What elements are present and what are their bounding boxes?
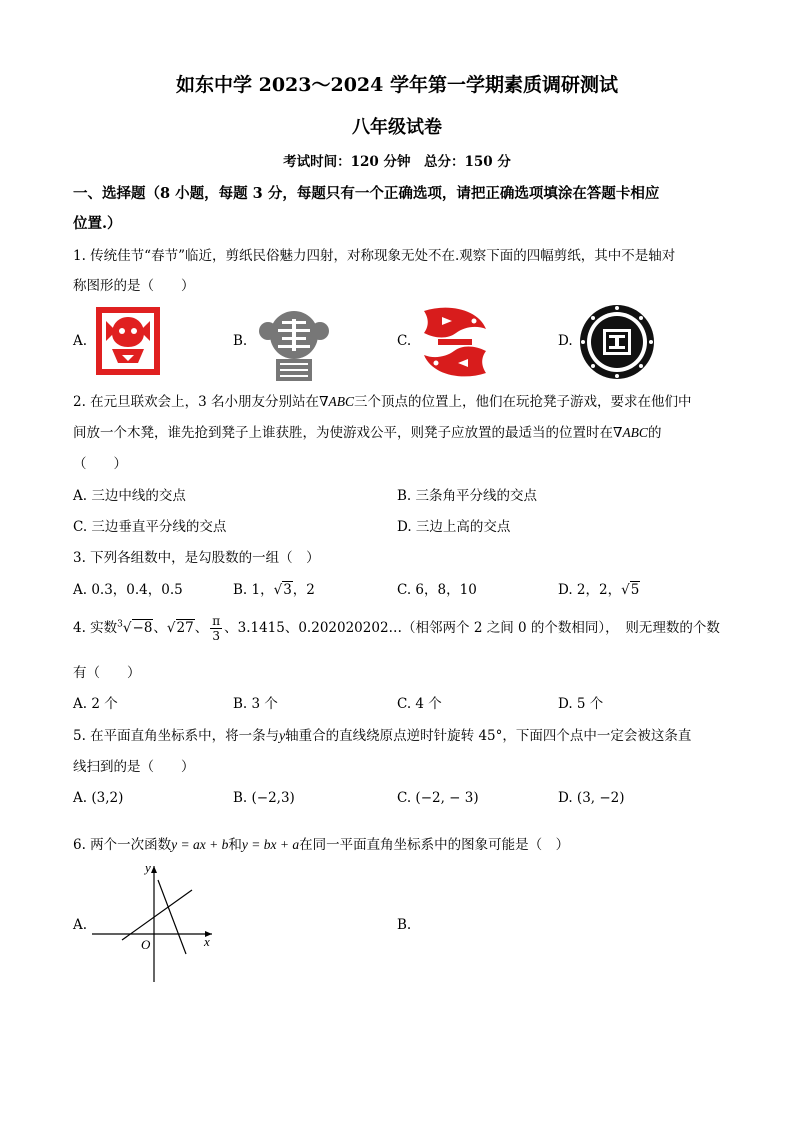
q3-stem: 3. 下列各组数中，是勾股数的一组（ ） [73,550,320,566]
q1-stem-line1: 1. 传统佳节“春节”临近，剪纸民俗魅力四射，对称现象无处不在.观察下面的四幅剪纸，其中不是轴对 [73,248,676,264]
q4-cbrt-index: 3 [117,619,123,630]
x-axis-label: x [204,934,210,949]
section-heading-line2: 位置.） [73,215,122,232]
q1-option-a-label: A. [73,333,88,349]
q2-option-b: B. 三条角平分线的交点 [397,488,538,504]
q2-stem-line3: （ ） [73,456,127,472]
q2-option-a: A. 三边中线的交点 [73,488,186,504]
q5-option-a: A. (3,2) [73,790,124,806]
graph-line-1 [122,890,192,940]
q4-stem-line2: 有（ ） [73,665,141,681]
q1-option-c-label: C. [397,333,412,349]
q2-option-d: D. 三边上高的交点 [397,519,511,535]
q3-option-a: A. 0.3，0.4，0.5 [73,582,183,598]
exam-subtitle: 八年级试卷 [352,117,442,138]
q2-text-c: 间放一个木凳，谁先抢到凳子上谁获胜，为使游戏公平，则凳子应放置的最适当的位置时在 [73,425,613,441]
section-heading-line1: 一、选择题（8 小题，每题 3 分，每题只有一个正确选项，请把正确选项填涂在答题卡相应 [73,185,660,202]
q2-abc: ABC [328,394,354,409]
y-axis-label: y [145,860,151,875]
paper-cut-medallion-icon [578,303,656,381]
q4-cbrt-radicand: −8 [132,620,153,636]
q4-pi-fraction [210,614,222,643]
exam-info: 考试时间：120 分钟 总分：150 分 [283,154,511,170]
q5-text-b: 轴重合的直线绕原点逆时针旋转 45°，下面四个点中一定会被这条直 [285,728,692,744]
q4-option-b: B. 3 个 [233,696,278,712]
q4-option-c: C. 4 个 [397,696,442,712]
q4-three: 3 [212,629,220,643]
graph-line-2 [158,880,186,954]
paper-cut-double-happiness-icon [254,301,334,383]
q4-option-d: D. 5 个 [558,696,604,712]
q4-rest: 、3.1415、0.202020202…（相邻两个 2 之间 0 的个数相同）， 则无理数的个数 [224,620,720,636]
q6-mid: 和 [228,837,242,853]
q3-option-d: D. 2，2，√5 [558,582,640,598]
q6-option-a-label: A. [73,917,88,933]
q6-stem [73,833,569,853]
paper-cut-fish-icon [418,303,492,381]
q2-text-d: 的 [647,425,662,441]
q2-triangle-symbol-2: ∇ [613,425,623,441]
q3-option-b: B. 1，√3，2 [233,582,315,598]
q6-post: 在同一平面直角坐标系中的图象可能是（ ） [299,837,570,853]
q6-pre: 6. 两个一次函数 [73,837,172,853]
q5-option-b: B. (−2,3) [233,790,295,806]
q5-stem-line1 [73,724,691,744]
q5-option-d: D. (3, −2) [558,790,625,806]
q5-y: y [279,728,286,743]
q1-option-b-label: B. [233,333,248,349]
q2-text-b: 三个顶点的位置上，他们在玩抢凳子游戏，要求在他们中 [354,394,692,410]
q6-function-2: y = bx + a [241,837,300,852]
q1-stem-line2: 称图形的是（ ） [73,278,195,294]
q6-option-b-label: B. [397,917,412,933]
y-axis-arrow-icon [151,866,157,873]
exam-title: 如东中学 2023～2024 学年第一学期素质调研测试 [176,74,618,96]
q3-option-c: C. 6，8，10 [397,582,477,598]
q4-option-a: A. 2 个 [73,696,118,712]
q2-triangle-symbol: ∇ [319,394,329,410]
q5-stem-line2: 线扫到的是（ ） [73,759,195,775]
q3-option-b-post: ，2 [292,582,315,598]
q2-option-c: C. 三边垂直平分线的交点 [73,519,227,535]
q6-function-1: y = ax + b [171,837,229,852]
q3-option-b-radicand: 3 [283,582,292,598]
q2-stem-line1 [73,390,692,410]
q5-text-a: 5. 在平面直角坐标系中，将一条与 [73,728,280,744]
q1-option-d-label: D. [558,333,573,349]
paper-cut-rooster-icon [92,301,164,379]
origin-label: O [141,937,151,952]
q4-pi: π [212,614,221,628]
q2-text-a: 2. 在元旦联欢会上，3 名小朋友分别站在 [73,394,320,410]
q6-graph-a [88,858,218,986]
q4-pre: 4. 实数 [73,620,118,636]
q2-stem-line2 [73,421,661,441]
q4-sqrt-radicand: 27 [176,620,194,636]
q5-option-c: C. (−2, − 3) [397,790,479,806]
q3-option-d-pre: D. 2，2， [558,582,622,598]
q3-option-d-radicand: 5 [630,582,640,598]
q4-stem-line1: 4. 实数$^3$√−8、√27、 $\frac{\pi}{3}$ 、3.1415、0.202020202…（相邻两个 2 之间 0 的个数相同）， 则无理数的个数 [73,614,720,643]
q4-sep1: 、 [153,620,167,636]
q2-abc-2: ABC [622,425,648,440]
q3-option-b-pre: B. 1， [233,582,274,598]
q4-sep2: 、 [194,620,209,636]
